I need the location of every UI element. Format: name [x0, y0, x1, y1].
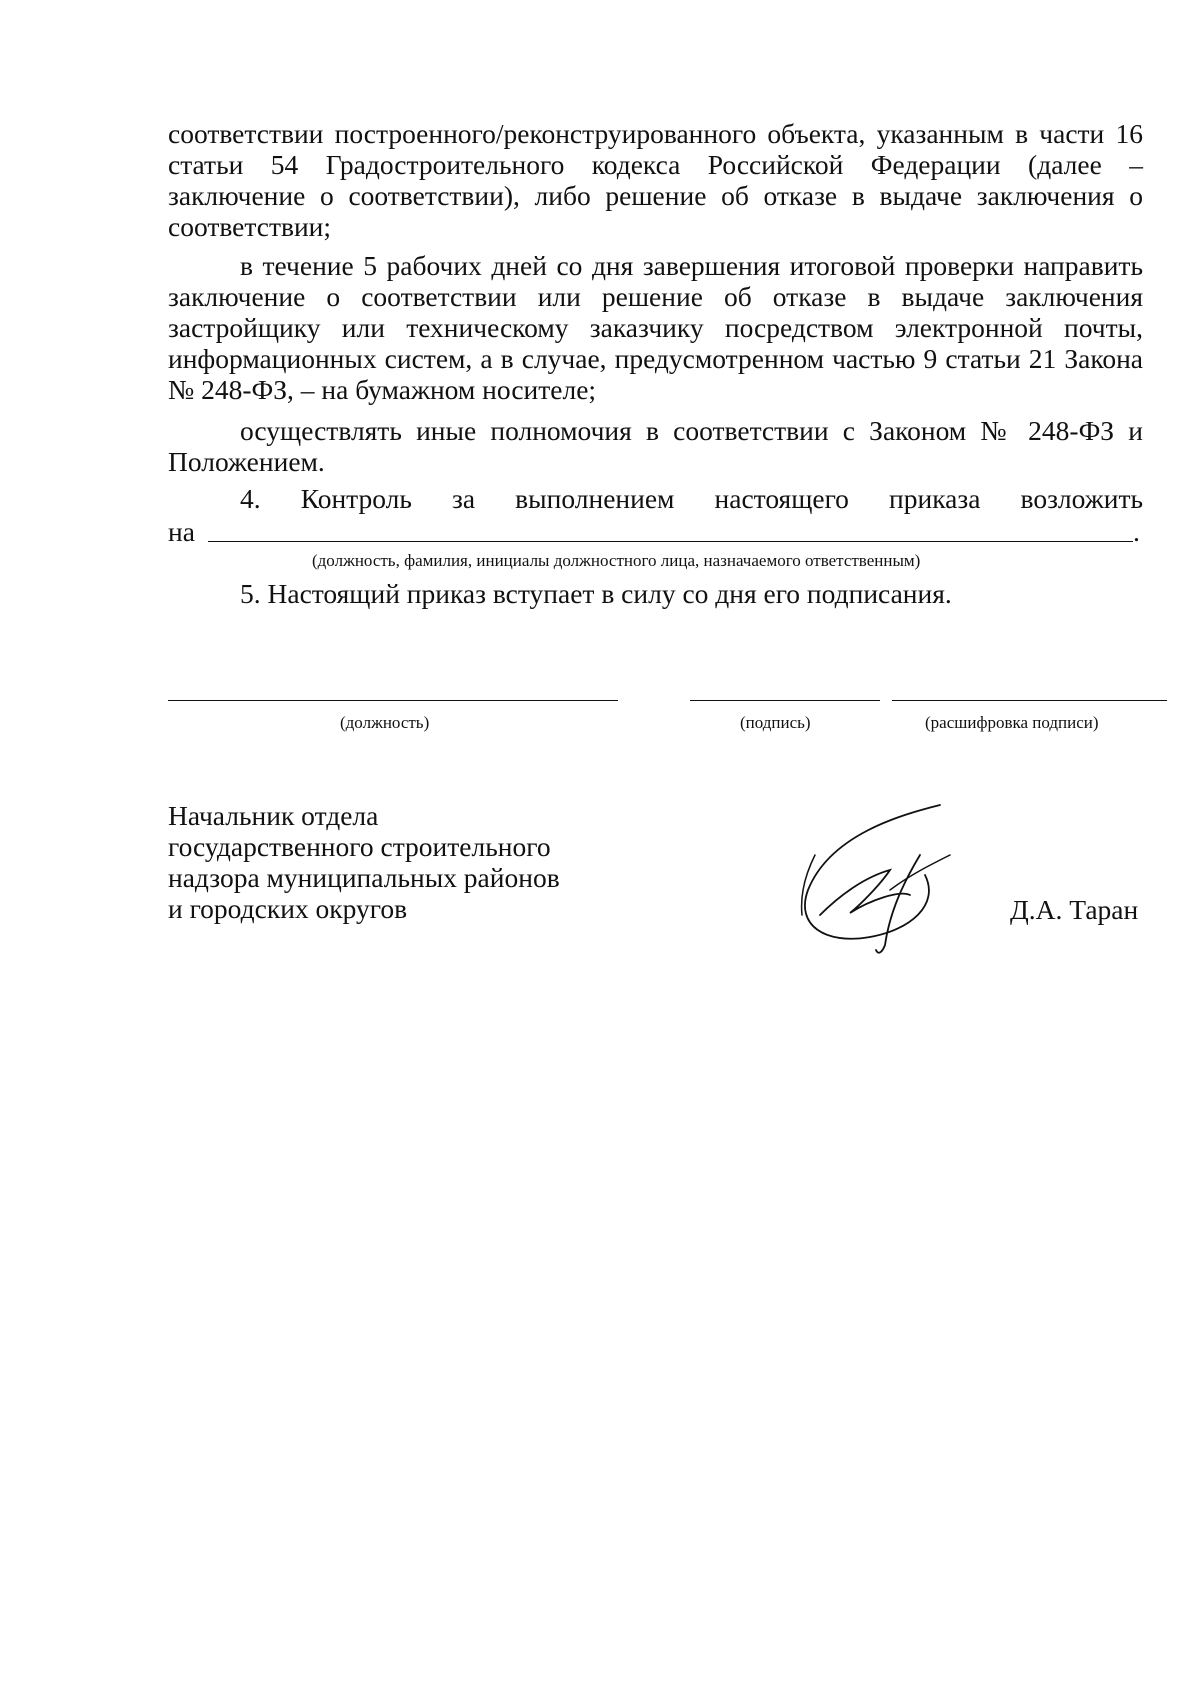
handwritten-signature: [790, 795, 980, 955]
paragraph-control: 4. Контроль за выполнением настоящего приказа возложить: [240, 483, 1143, 514]
signatory-title: [168, 800, 560, 924]
signature-line: [690, 700, 880, 701]
control-assignee-line: [208, 541, 1133, 542]
paragraph-other-powers: осуществлять иные полномочия в соответствии с Законом № 248-ФЗ и Положением.: [168, 415, 1143, 477]
control-end-dot: .: [1133, 516, 1140, 547]
control-assignee-caption: (должность, фамилия, инициалы должностного лица, назначаемого ответственным): [312, 551, 921, 570]
paragraph-send-conclusion: в течение 5 рабочих дней со дня завершения итоговой проверки направить заключение о соответствии или решение об отказе в выдаче заключения застройщику или техническому заказчику посредством электронной почты, информационных систем, а в случае, предусмотренном частью 9 статьи 21 Закона № 248-ФЗ, – на бумажном носителе;: [168, 250, 1143, 405]
signature-caption: (подпись): [740, 713, 811, 732]
position-caption: (должность): [340, 713, 430, 732]
signatory-title-line: государственного строительного: [168, 831, 551, 862]
control-assignee-row: [168, 516, 1143, 547]
signatory-title-line: Начальник отдела: [168, 800, 379, 831]
paragraph-conformity-conclusion: соответствии построенного/реконструированного объекта, указанным в части 16 статьи 54 Градостроительного кодекса Российской Федерации (далее – заключение о соответствии), либо решение об отказе в выдаче заключения о соответствии;: [168, 118, 1143, 242]
control-on-label: на: [168, 516, 195, 547]
position-line: [168, 700, 618, 701]
signatory-title-line: надзора муниципальных районов: [168, 862, 560, 893]
decryption-line: [892, 700, 1167, 701]
signatory-title-line: и городских округов: [168, 893, 408, 924]
signatory-name: Д.А. Таран: [1010, 894, 1139, 925]
paragraph-effective: 5. Настоящий приказ вступает в силу со дня его подписания.: [240, 578, 952, 609]
decryption-caption: (расшифровка подписи): [925, 713, 1099, 732]
